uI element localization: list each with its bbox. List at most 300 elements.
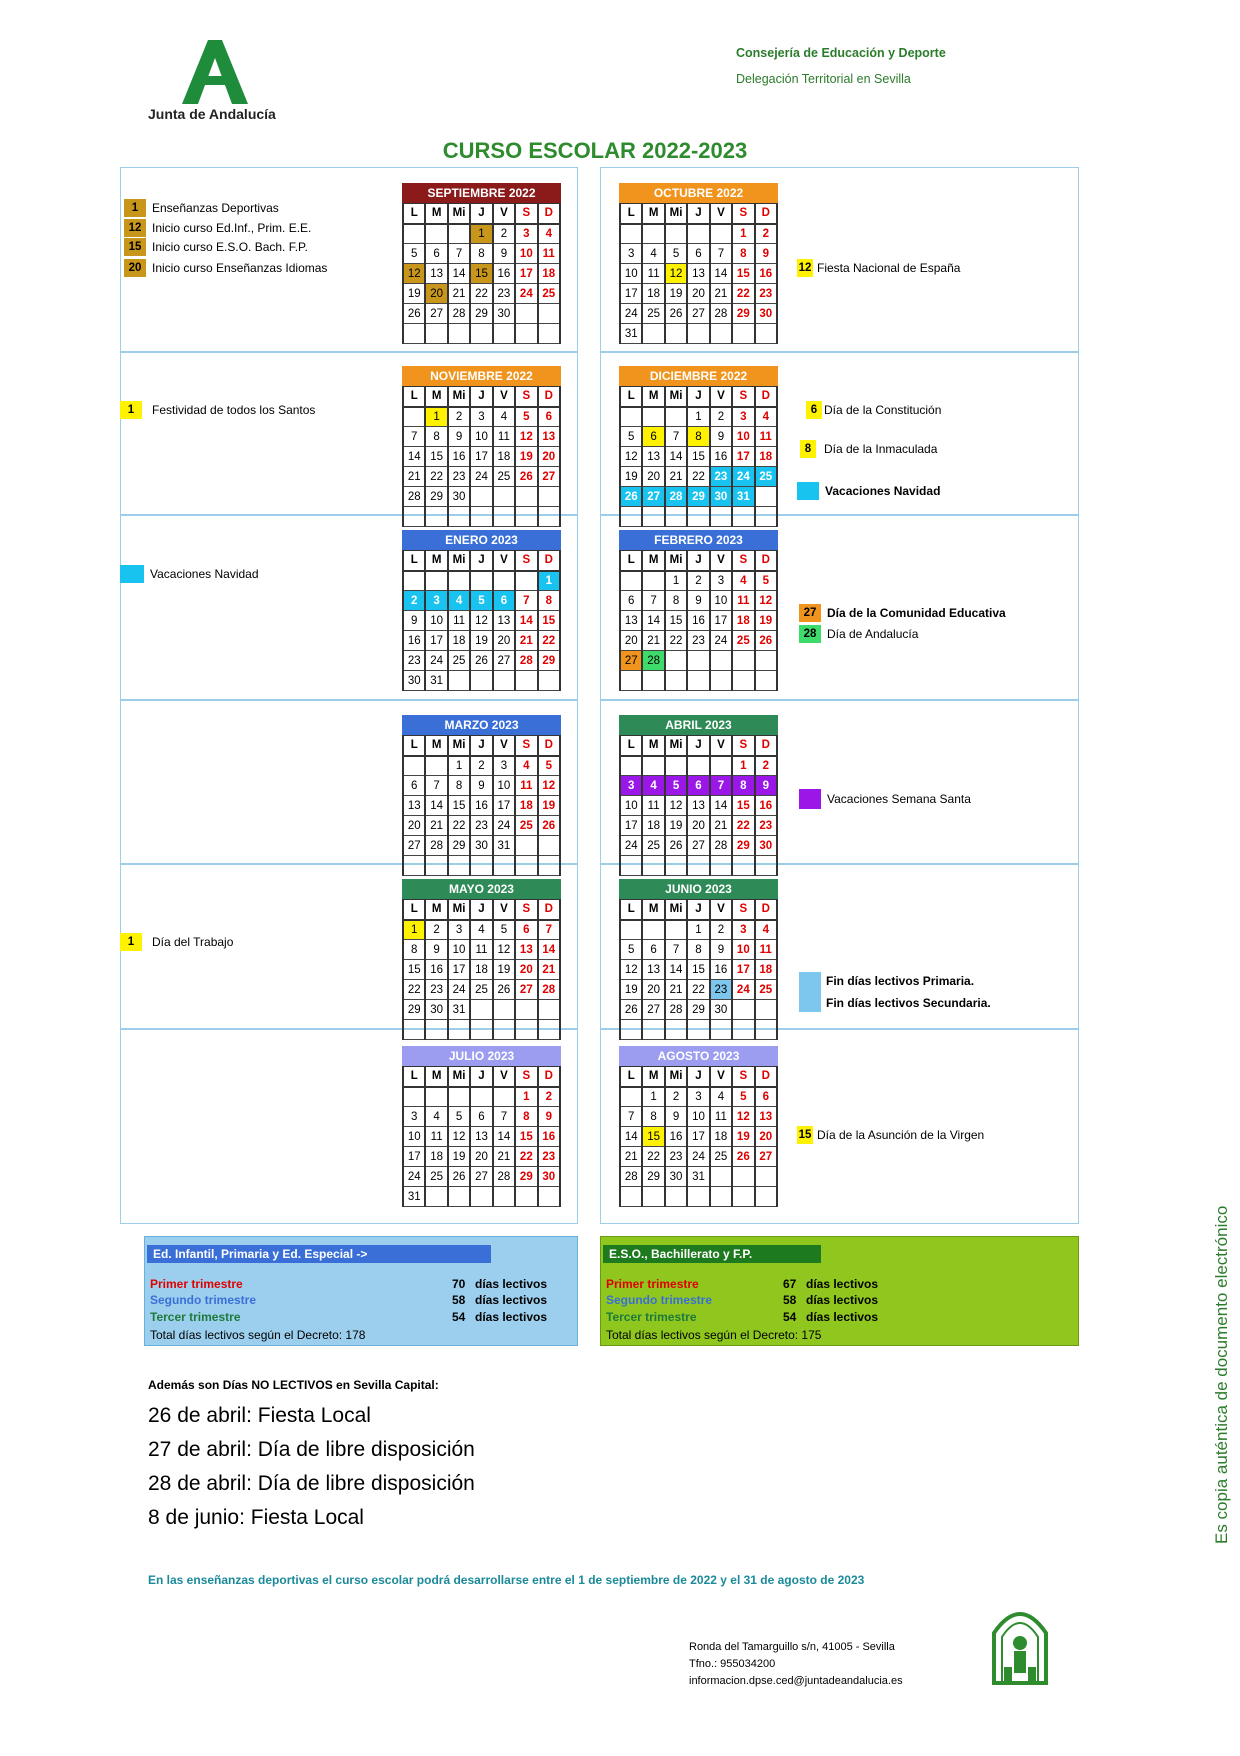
empty-cell — [732, 1000, 754, 1020]
day-cell: 1 — [687, 920, 709, 940]
day-cell: 25 — [538, 284, 560, 304]
week-row — [620, 487, 777, 507]
day-cell: 28 — [448, 304, 470, 324]
legend-item — [124, 199, 279, 217]
day-cell: 25 — [642, 304, 664, 324]
day-cell: 7 — [538, 920, 560, 940]
day-cell: 29 — [448, 836, 470, 856]
day-cell: 28 — [515, 651, 537, 671]
day-cell: 6 — [687, 244, 709, 264]
empty-cell — [425, 1187, 447, 1207]
weekday-label: J — [470, 1067, 492, 1087]
weekday-label: S — [732, 1067, 754, 1087]
day-cell: 30 — [425, 1000, 447, 1020]
empty-cell — [538, 836, 560, 856]
day-cell: 26 — [493, 980, 515, 1000]
summary-unit: días lectivos — [806, 1293, 879, 1307]
day-cell: 22 — [732, 816, 754, 836]
day-cell: 6 — [755, 1087, 777, 1107]
empty-cell — [425, 1087, 447, 1107]
day-cell: 8 — [665, 591, 687, 611]
empty-cell — [642, 671, 664, 691]
week-row — [403, 836, 560, 856]
day-cell: 28 — [665, 487, 687, 507]
day-cell: 4 — [493, 407, 515, 427]
weekday-label: J — [470, 900, 492, 920]
calendar-month — [402, 715, 561, 876]
weekday-label: D — [538, 736, 560, 756]
day-cell: 28 — [403, 487, 425, 507]
day-cell: 3 — [620, 776, 642, 796]
empty-cell — [403, 324, 425, 344]
empty-cell — [403, 1087, 425, 1107]
day-cell: 23 — [425, 980, 447, 1000]
day-cell: 12 — [403, 264, 425, 284]
day-cell: 26 — [538, 816, 560, 836]
weekday-header-row — [620, 900, 777, 920]
weekday-label: V — [710, 387, 732, 407]
day-cell: 24 — [403, 1167, 425, 1187]
weekday-header-row — [403, 204, 560, 224]
legend-item — [124, 238, 308, 256]
empty-cell — [620, 1187, 642, 1207]
day-cell: 2 — [755, 756, 777, 776]
day-cell: 9 — [448, 427, 470, 447]
empty-cell — [538, 1187, 560, 1207]
week-row — [403, 1187, 560, 1207]
summary-days: 58 — [783, 1293, 797, 1307]
weekday-label: Mi — [665, 736, 687, 756]
day-cell: 31 — [620, 324, 642, 344]
day-cell: 1 — [665, 571, 687, 591]
summary-total: Total días lectivos según el Decreto: 178 — [150, 1328, 366, 1342]
summary-header: E.S.O., Bachillerato y F.P. — [603, 1245, 821, 1263]
day-cell: 12 — [620, 447, 642, 467]
month-grid — [619, 899, 778, 1040]
empty-cell — [493, 1020, 515, 1040]
legend-text: Fin días lectivos Primaria. — [826, 974, 975, 988]
day-cell: 13 — [425, 264, 447, 284]
empty-cell — [710, 651, 732, 671]
empty-cell — [710, 756, 732, 776]
weekday-label: V — [710, 204, 732, 224]
empty-cell — [665, 856, 687, 876]
calendar-month — [402, 1046, 561, 1207]
weekday-label: S — [732, 204, 754, 224]
day-cell: 25 — [732, 631, 754, 651]
weekday-label: M — [425, 1067, 447, 1087]
month-header: DICIEMBRE 2022 — [619, 366, 778, 386]
legend-swatch: 1 — [124, 199, 146, 217]
day-cell: 31 — [493, 836, 515, 856]
day-cell: 30 — [665, 1167, 687, 1187]
day-cell: 16 — [538, 1127, 560, 1147]
legend-item — [799, 604, 1006, 622]
week-row — [403, 284, 560, 304]
day-cell: 11 — [755, 427, 777, 447]
week-row — [620, 407, 777, 427]
summary-eso-bach-fp — [600, 1236, 1079, 1346]
weekday-header-row — [620, 1067, 777, 1087]
day-cell: 20 — [687, 284, 709, 304]
weekday-label: M — [642, 204, 664, 224]
summary-label: Primer trimestre — [150, 1277, 243, 1291]
empty-cell — [642, 1020, 664, 1040]
week-row — [620, 756, 777, 776]
day-cell: 4 — [470, 920, 492, 940]
day-cell: 2 — [687, 571, 709, 591]
day-cell: 27 — [425, 304, 447, 324]
week-row — [620, 447, 777, 467]
day-cell: 18 — [755, 960, 777, 980]
empty-cell — [515, 571, 537, 591]
empty-cell — [620, 407, 642, 427]
day-cell: 12 — [493, 940, 515, 960]
day-cell: 4 — [755, 407, 777, 427]
day-cell: 5 — [403, 244, 425, 264]
day-cell: 9 — [538, 1107, 560, 1127]
empty-cell — [687, 324, 709, 344]
day-cell: 26 — [448, 1167, 470, 1187]
day-cell: 22 — [470, 284, 492, 304]
week-row — [620, 920, 777, 940]
day-cell: 23 — [755, 816, 777, 836]
calendar-month — [619, 366, 778, 527]
weekday-label: M — [425, 900, 447, 920]
month-grid — [402, 203, 561, 344]
empty-cell — [642, 324, 664, 344]
legend-text: Enseñanzas Deportivas — [152, 201, 279, 215]
day-cell: 15 — [687, 447, 709, 467]
day-cell: 23 — [665, 1147, 687, 1167]
day-cell: 2 — [470, 756, 492, 776]
weekday-header-row — [620, 736, 777, 756]
day-cell: 22 — [687, 980, 709, 1000]
calendar-month — [402, 366, 561, 527]
calendar-month — [619, 183, 778, 344]
day-cell: 2 — [448, 407, 470, 427]
legend-text: Día de la Asunción de la Virgen — [817, 1128, 985, 1142]
weekday-label: J — [470, 204, 492, 224]
month-grid — [402, 1066, 561, 1207]
week-row — [403, 571, 560, 591]
week-row — [403, 1020, 560, 1040]
weekday-header-row — [403, 900, 560, 920]
day-cell: 5 — [493, 920, 515, 940]
day-cell: 8 — [538, 591, 560, 611]
weekday-label: Mi — [665, 387, 687, 407]
weekday-label: V — [710, 900, 732, 920]
day-cell: 16 — [403, 631, 425, 651]
day-cell: 25 — [425, 1167, 447, 1187]
day-cell: 11 — [470, 940, 492, 960]
day-cell: 5 — [620, 940, 642, 960]
legend-swatch — [797, 482, 819, 500]
day-cell: 25 — [710, 1147, 732, 1167]
day-cell: 8 — [470, 244, 492, 264]
day-cell: 9 — [687, 591, 709, 611]
day-cell: 30 — [403, 671, 425, 691]
week-row — [403, 487, 560, 507]
day-cell: 29 — [470, 304, 492, 324]
empty-cell — [538, 671, 560, 691]
weekday-label: D — [538, 204, 560, 224]
month-grid — [619, 735, 778, 876]
day-cell: 7 — [515, 591, 537, 611]
week-row — [403, 776, 560, 796]
day-cell: 8 — [732, 776, 754, 796]
day-cell: 23 — [538, 1147, 560, 1167]
empty-cell — [642, 571, 664, 591]
day-cell: 9 — [755, 776, 777, 796]
weekday-label: M — [642, 1067, 664, 1087]
weekday-label: S — [732, 736, 754, 756]
empty-cell — [732, 1187, 754, 1207]
address-phone: Tfno.: 955034200 — [689, 1658, 776, 1670]
empty-cell — [515, 1000, 537, 1020]
day-cell: 27 — [538, 467, 560, 487]
note-item: 27 de abril: Día de libre disposición — [148, 1438, 475, 1461]
day-cell: 6 — [470, 1107, 492, 1127]
day-cell: 7 — [665, 427, 687, 447]
summary-total: Total días lectivos según el Decreto: 175 — [606, 1328, 822, 1342]
day-cell: 15 — [732, 796, 754, 816]
month-grid — [402, 386, 561, 527]
day-cell: 27 — [642, 1000, 664, 1020]
day-cell: 15 — [665, 611, 687, 631]
empty-cell — [470, 324, 492, 344]
weekday-label: L — [403, 736, 425, 756]
day-cell: 4 — [732, 571, 754, 591]
day-cell: 24 — [448, 980, 470, 1000]
day-cell: 15 — [448, 796, 470, 816]
day-cell: 25 — [448, 651, 470, 671]
weekday-label: D — [755, 204, 777, 224]
week-row — [403, 244, 560, 264]
week-row — [403, 407, 560, 427]
empty-cell — [448, 1187, 470, 1207]
empty-cell — [403, 224, 425, 244]
day-cell: 5 — [515, 407, 537, 427]
month-header: JULIO 2023 — [402, 1046, 561, 1066]
week-row — [403, 1107, 560, 1127]
day-cell: 18 — [493, 447, 515, 467]
day-cell: 16 — [755, 796, 777, 816]
day-cell: 3 — [710, 571, 732, 591]
weekday-label: M — [642, 736, 664, 756]
day-cell: 8 — [732, 244, 754, 264]
empty-cell — [642, 756, 664, 776]
empty-cell — [538, 507, 560, 527]
week-row — [403, 264, 560, 284]
week-row — [620, 776, 777, 796]
empty-cell — [642, 507, 664, 527]
calendar-month — [402, 879, 561, 1040]
day-cell: 22 — [642, 1147, 664, 1167]
weekday-label: S — [515, 1067, 537, 1087]
day-cell: 19 — [755, 611, 777, 631]
day-cell: 6 — [642, 427, 664, 447]
day-cell: 20 — [620, 631, 642, 651]
day-cell: 9 — [425, 940, 447, 960]
day-cell: 2 — [710, 920, 732, 940]
day-cell: 9 — [755, 244, 777, 264]
day-cell: 3 — [515, 224, 537, 244]
day-cell: 5 — [755, 571, 777, 591]
day-cell: 10 — [515, 244, 537, 264]
empty-cell — [755, 1167, 777, 1187]
day-cell: 10 — [620, 796, 642, 816]
week-row — [403, 856, 560, 876]
note-item: 26 de abril: Fiesta Local — [148, 1404, 371, 1427]
day-cell: 22 — [448, 816, 470, 836]
summary-days: 67 — [783, 1277, 797, 1291]
weekday-label: D — [538, 551, 560, 571]
summary-days: 58 — [452, 1293, 466, 1307]
weekday-label: L — [620, 387, 642, 407]
empty-cell — [642, 856, 664, 876]
day-cell: 16 — [755, 264, 777, 284]
day-cell: 21 — [538, 960, 560, 980]
week-row — [403, 920, 560, 940]
day-cell: 18 — [470, 960, 492, 980]
day-cell: 17 — [710, 611, 732, 631]
day-cell: 16 — [710, 447, 732, 467]
day-cell: 14 — [710, 796, 732, 816]
empty-cell — [448, 1020, 470, 1040]
day-cell: 26 — [620, 1000, 642, 1020]
empty-cell — [403, 507, 425, 527]
day-cell: 11 — [448, 611, 470, 631]
day-cell: 27 — [470, 1167, 492, 1187]
weekday-label: L — [403, 387, 425, 407]
legend-text: Día de Andalucía — [827, 627, 919, 641]
day-cell: 25 — [515, 816, 537, 836]
weekday-label: Mi — [665, 204, 687, 224]
empty-cell — [515, 671, 537, 691]
day-cell: 17 — [732, 960, 754, 980]
weekday-label: L — [403, 900, 425, 920]
month-grid — [402, 899, 561, 1040]
empty-cell — [538, 1020, 560, 1040]
day-cell: 27 — [755, 1147, 777, 1167]
day-cell: 26 — [620, 487, 642, 507]
week-row — [403, 980, 560, 1000]
week-row — [620, 960, 777, 980]
day-cell: 29 — [403, 1000, 425, 1020]
day-cell: 4 — [448, 591, 470, 611]
weekday-label: L — [403, 204, 425, 224]
day-cell: 13 — [538, 427, 560, 447]
legend-swatch: 15 — [797, 1126, 813, 1144]
day-cell: 29 — [687, 487, 709, 507]
week-row — [620, 264, 777, 284]
day-cell: 3 — [687, 1087, 709, 1107]
day-cell: 28 — [425, 836, 447, 856]
weekday-label: M — [642, 900, 664, 920]
day-cell: 11 — [515, 776, 537, 796]
day-cell: 23 — [448, 467, 470, 487]
day-cell: 18 — [538, 264, 560, 284]
legend-swatch — [799, 789, 821, 809]
weekday-label: J — [470, 551, 492, 571]
empty-cell — [687, 671, 709, 691]
day-cell: 27 — [493, 651, 515, 671]
month-header: MAYO 2023 — [402, 879, 561, 899]
empty-cell — [710, 856, 732, 876]
weekday-label: L — [403, 551, 425, 571]
legend-item — [806, 401, 941, 419]
empty-cell — [538, 487, 560, 507]
logo-text: Junta de Andalucía — [148, 106, 276, 122]
empty-cell — [493, 1087, 515, 1107]
day-cell: 2 — [493, 224, 515, 244]
month-header: OCTUBRE 2022 — [619, 183, 778, 203]
empty-cell — [403, 756, 425, 776]
empty-cell — [755, 487, 777, 507]
empty-cell — [620, 1020, 642, 1040]
day-cell: 20 — [403, 816, 425, 836]
day-cell: 19 — [538, 796, 560, 816]
empty-cell — [515, 1020, 537, 1040]
day-cell: 9 — [493, 244, 515, 264]
day-cell: 19 — [515, 447, 537, 467]
legend-swatch-lightblue — [799, 972, 821, 1012]
day-cell: 27 — [642, 487, 664, 507]
month-grid — [619, 1066, 778, 1207]
day-cell: 19 — [620, 467, 642, 487]
note-item: 28 de abril: Día de libre disposición — [148, 1472, 475, 1495]
day-cell: 17 — [403, 1147, 425, 1167]
day-cell: 29 — [642, 1167, 664, 1187]
day-cell: 19 — [493, 960, 515, 980]
empty-cell — [425, 507, 447, 527]
week-row — [403, 1127, 560, 1147]
weekday-label: J — [470, 736, 492, 756]
empty-cell — [515, 507, 537, 527]
empty-cell — [515, 856, 537, 876]
day-cell: 17 — [687, 1127, 709, 1147]
empty-cell — [732, 507, 754, 527]
day-cell: 12 — [620, 960, 642, 980]
day-cell: 22 — [732, 284, 754, 304]
day-cell: 8 — [425, 427, 447, 447]
address-email: informacion.dpse.ced@juntadeandalucia.es — [689, 1675, 903, 1687]
empty-cell — [665, 756, 687, 776]
day-cell: 14 — [710, 264, 732, 284]
week-row — [620, 1107, 777, 1127]
legend-item — [120, 401, 315, 419]
weekday-label: D — [755, 551, 777, 571]
month-header: MARZO 2023 — [402, 715, 561, 735]
empty-cell — [493, 671, 515, 691]
day-cell: 14 — [620, 1127, 642, 1147]
empty-cell — [448, 507, 470, 527]
junta-logo-icon — [182, 40, 248, 104]
day-cell: 29 — [538, 651, 560, 671]
empty-cell — [732, 324, 754, 344]
summary-label: Primer trimestre — [606, 1277, 699, 1291]
month-header: SEPTIEMBRE 2022 — [402, 183, 561, 203]
empty-cell — [665, 507, 687, 527]
day-cell: 24 — [732, 980, 754, 1000]
empty-cell — [665, 671, 687, 691]
day-cell: 11 — [755, 940, 777, 960]
day-cell: 13 — [687, 796, 709, 816]
legend-swatch: 12 — [124, 219, 146, 237]
day-cell: 27 — [403, 836, 425, 856]
day-cell: 4 — [642, 244, 664, 264]
